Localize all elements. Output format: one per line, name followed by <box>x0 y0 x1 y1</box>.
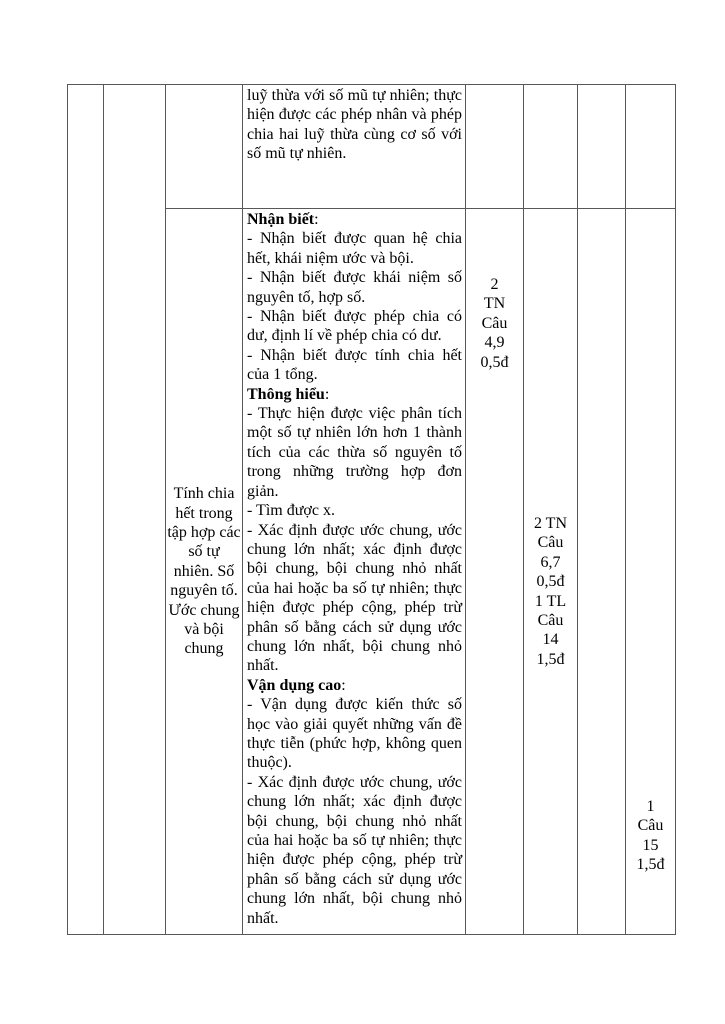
cell-levels <box>243 209 466 934</box>
level-item: - Nhận biết được phép chia có dư, định lí về phép chia có dư. <box>247 308 462 345</box>
stat-line: 15 <box>642 836 659 854</box>
level-item: - Nhận biết được khái niệm số nguyên tố, hợp số. <box>247 269 462 306</box>
stat-line: 1,5đ <box>536 650 565 668</box>
cell-levels-prev <box>243 85 466 209</box>
cell-nhan-biet-prev <box>466 85 524 209</box>
stat-line: TN <box>483 295 506 313</box>
level-heading: Thông hiểu: <box>247 385 330 403</box>
level-item: - Nhận biết được tính chia hết của 1 tổng. <box>247 346 462 384</box>
stat-line: Câu <box>637 817 664 835</box>
topic-label: Tính chia hết trong tập hợp các số tự nhiên. Số nguyên tố. Ước chung và bội chung <box>167 485 241 658</box>
level-item: - Xác định được ước chung, ước chung lớn nhất; xác định được bội chung, bội chung nhỏ nhất của hai hoặc ba số tự nhiên; thực hiện được phép cộng, phép trừ phân số bằng cách sử dụng ước chung lớn nhất, bội chung nhỏ nhất. <box>247 521 462 675</box>
stat-line: 0,5đ <box>536 573 565 591</box>
cell-van-dung-stat <box>578 209 626 934</box>
stat-line: 1 TL <box>534 592 567 610</box>
stat-line: 0,5đ <box>480 353 509 371</box>
level-heading: Vận dụng cao: <box>247 676 346 694</box>
stat-line: Câu <box>537 534 564 552</box>
cell-tt <box>68 85 104 934</box>
cell-van-dung-prev <box>578 85 626 209</box>
level-item: - Nhận biết được quan hệ chia hết, khái niệm ước và bội. <box>247 230 462 267</box>
stat-line: Câu <box>481 314 508 332</box>
level-item: - Vận dụng được kiến thức số học vào giải quyết những vấn đề thực tiễn (phức hợp, không quen thuộc). <box>247 696 462 772</box>
stat-line: 2 <box>490 276 499 293</box>
level-item: - Thực hiện được việc phân tích một số tự nhiên lớn hơn 1 thành tích của các thừa số nguyên tố trong những trường hợp đơn giản. <box>247 405 462 500</box>
stat-line: 4,9 <box>484 334 505 352</box>
level-item: - Tìm được x. <box>247 502 335 520</box>
level-heading: Nhận biết: <box>247 211 319 228</box>
continuation-paragraph: luỹ thừa với số mũ tự nhiên; thực hiện được các phép nhân và phép chia hai luỹ thừa cùng cơ số với số mũ tự nhiên. <box>247 87 462 163</box>
stat-line: 6,7 <box>540 553 561 571</box>
cell-topic-prev <box>166 85 243 209</box>
cell-van-dung-cao-prev <box>626 85 675 209</box>
cell-van-dung-cao-stat <box>626 209 675 934</box>
cell-thong-hieu-stat <box>524 209 578 934</box>
stat-line: 1,5đ <box>636 856 665 874</box>
cell-topic <box>166 209 243 934</box>
cell-thong-hieu-prev <box>524 85 578 209</box>
stat-line: 2 TN <box>533 515 568 532</box>
stat-line: 14 <box>542 631 559 649</box>
cell-chapter <box>104 85 166 934</box>
stat-line: Câu <box>537 612 564 630</box>
level-item: - Xác định được ước chung, ước chung lớn nhất; xác định được bội chung, bội chung nhỏ nhất của hai hoặc ba số tự nhiên; thực hiện được phép cộng, phép trừ phân số bằng cách sử dụng ước chung lớn nhất, bội chung nhỏ nhất. <box>247 773 462 927</box>
cell-nhan-biet-stat <box>466 209 524 934</box>
exam-matrix-table <box>67 84 676 935</box>
stat-line: 1 <box>646 798 655 815</box>
